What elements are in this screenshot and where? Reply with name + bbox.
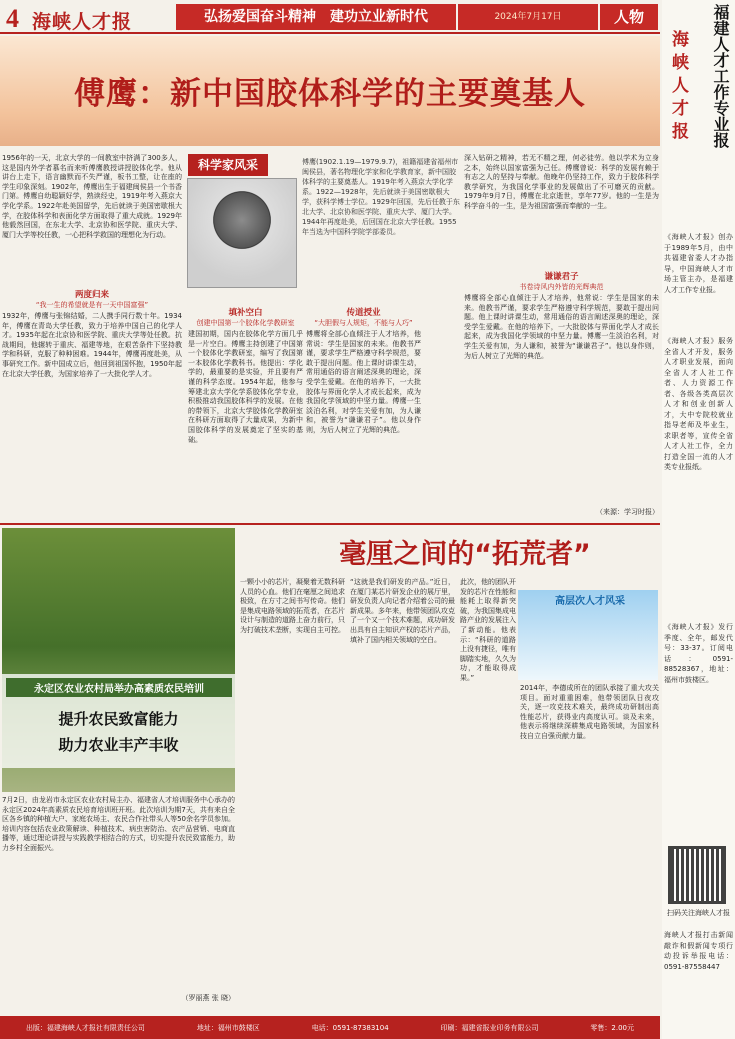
subhead-3: 传道授业 [346,308,381,318]
lead-col-3-intro [188,292,298,302]
section-divider [0,523,660,525]
header-slogan: 弘扬爱国奋斗精神 建功立业新时代 [176,4,456,30]
subhead-4b: 书卷诗风内外皆的光辉典范 [519,283,604,291]
lead-headline: 傅鹰：新中国胶体科学的主要奠基人 [74,76,586,112]
subhead-2b: 创建中国第一个胶体化学教研室 [196,319,295,327]
subhead-3b: “大胆假与人规矩，不能与人巧” [314,319,413,327]
subhead-1b: “我一生的希望就是有一天中国富强” [35,301,149,309]
lead-col-5: 深入钻研之精神，若无不精之理，何必徒劳。他以学术为立身之本，始终以国家富强为己任。傅鹰曾说：科学的发展有赖于有志之人的坚持与奉献。他晚年仍坚持工作，致力于胶体科学教学研究，为我国化学事业的发展做出了不可磨灭的贡献。1979年9月7日，傅鹰在北京逝世，享年77岁。他的一生是为科学奋斗的一生，是为祖国富强而奉献的一生。 [464,154,659,210]
sidebar-text-4: 海峡人才报打击新闻敲诈和假新闻专项行动投诉举报电话：0591-87558447 [664,931,733,971]
qr-code-image [668,846,726,904]
lead-col-6: 傅鹰将全部心血倾注于人才培养，他常说：学生是国家的未来。他教书严谨，要求学生严格遵守科学规范，要敢于提出问题。他上课时讲课生动，常用通俗的语言阐述深奥的理论，深受学生爱戴。在他的培养下，一大批胶体与界面化学人才成长起来，成为我国化学领域的中坚力量。傅鹰一生淡泊名利，对学生关爱有加，为人谦和，被誉为“谦谦君子”。他以身作则，为后人树立了光辉的典范。 [464,294,659,360]
sidebar-text-2: 《海峡人才报》服务全省人才开发，服务人才职业发展，面向全省人才人社工作者、人力资源工作者、各级各类高层次人才和创业创新人才，大中专院校就业指导老师及毕业生，求职者等，宣传全省人才人社工作，全力打造全国一流的人才类专业报纸。 [664,337,733,471]
page-number: 4 [6,4,19,33]
sidebar-text-3: 《海峡人才报》发行季度、全年，邮发代号：33-37。订阅电话：0591-88528367，地址：福州市鼓楼区。 [664,623,733,684]
bio-text: 傅鹰(1902.1.19—1979.9.7)，祖籍福建省福州市闽侯县，著名物理化学家和化学教育家，新中国胶体科学的主要奠基人。1919年考入燕京大学化学系。1922—1928年，先后就读于美国密歇根大学，获科学博士学位。1929年回国，先后任教于东北大学、北京协和医学院、重庆大学、厦门大学。1944年再度赴美，后回国在北京大学任教。1955年当选为中国科学院学部委员。 [302,158,460,236]
story3-headline: 毫厘之间的“拓荒者” [339,539,591,570]
story3-col-4: 2014年，李德成所在的团队承接了重大攻关项目。面对重重困难，他带领团队日夜攻关，逐一攻克技术难关，最终成功研制出高性能芯片，获得业内高度认可。谈及未来，他表示将继续深耕集成电路领域，为国家科技自立自强贡献力量。 [520,684,659,740]
lead-col-2: 1932年，傅鹰与张锦结婚，二人携手同行数十年。1934年，傅鹰在青岛大学任教，致力于培养中国自己的化学人才。1935年起在北京协和医学院、重庆大学等处任教。抗战期间，他辗转于重庆、福建等地，在艰苦条件下坚持教学和科研，克服了种种困难。1944年，傅鹰再度赴美，从事研究工作。新中国成立后，他回到祖国怀抱，1950年起在北京大学任教，为国家培养了一大批化学人才。 [2,312,182,378]
column-label: 科学家风采 [188,154,268,176]
sidebar-title: 福建人才工作专业报 [711,4,730,148]
masthead-brand: 海峡人才报 [32,11,133,33]
footer-printer: 印刷：福建省报业印务有限公司 [440,1023,539,1032]
story2-headline-1: 提升农民致富能力 [58,710,179,728]
header-date: 2024年7月17日 [458,4,598,30]
qr-caption: 扫码关注海峡人才报 [667,909,730,917]
story3-col-2: “这就是我们研发的产品。”近日，在厦门某芯片研发企业的展厅里，研发负责人向记者介绍着公司的最新成果。多年来，他带领团队攻克了一个又一个技术难题，成功研发出具有自主知识产权的芯片产品，填补了国内相关领域的空白。 [350,578,455,644]
feature-badge-text: 高层次人才风采 [555,596,625,607]
page-footer [0,1016,660,1039]
lead-col-1: 1956年的一天，北京大学的一间教室中挤满了300多人，这是国内外学者慕名而来听傅鹰教授讲授胶体化学。他从讲台上走下，语言幽默而不失严谨，板书工整，让在座的学生印象深刻。1902年，傅鹰出生于福建闽侯县一个书香门第。傅鹰自幼聪颖好学，熟读经史，1919年考入燕京大学化学系。1922年赴美国留学，先后就读于美国密歇根大学，在胶体科学和表面化学方面取得了重大成就。1929年他毅然回国，在东北大学、北京协和医学院、重庆大学、厦门大学等校任教，一心把科学救国的理想化为行动。 [2,154,182,239]
story2-body: 7月2日，由龙岩市永定区农业农村局主办、福建省人才培训服务中心承办的永定区2024年高素质农民培育培训班开班。此次培训为期7天，共有来自全区各乡镇的种植大户、家庭农场主、农民合作社带头人等50余名学员参加。培训内容包括农业政策解读、种植技术、病虫害防治、农产品营销、电商直播等，通过理论讲授与实践教学相结合的方式，切实提升农民致富能力，助力乡村全面振兴。 [2,796,235,852]
footer-address: 地址：福州市鼓楼区 [196,1023,260,1032]
source-note: （来源：学习时报） [596,508,659,516]
footer-price: 零售：2.00元 [590,1023,635,1032]
lead-col-4: 傅鹰将全部心血倾注于人才培养，他常说：学生是国家的未来。他教书严谨，要求学生严格遵守科学规范，要敢于提出问题。他上课时讲课生动，常用通俗的语言阐述深奥的理论，深受学生爱戴。在他的培养下，一大批胶体与界面化学人才成长起来，成为我国化学领域的中坚力量。傅鹰一生淡泊名利，对学生关爱有加，为人谦和，被誉为“谦谦君子”。他以身作则，为后人树立了光辉的典范。 [306,330,421,434]
story2-headline-2: 助力农业丰产丰收 [58,736,179,754]
footer-publisher: 出版：福建海峡人才报社有限责任公司 [25,1023,145,1032]
photo-caption: 永定区农业农村局举办高素质农民培训 [6,678,232,697]
portrait-image [187,178,297,288]
story3-col-3: 此次，他的团队开发的芯片在性能和能耗上取得新突破，为我国集成电路产业的发展注入了新动能。他表示：“科研的道路上没有捷径，唯有脚踏实地，久久为功，才能取得成果。” [460,578,516,682]
story3-col-1: 一颗小小的芯片，凝聚着无数科研人员的心血。他们在毫厘之间追求极致，在方寸之间书写传奇。他们是集成电路领域的拓荒者，在芯片设计与制造的道路上奋力前行，只为打破技术垄断，实现自主可控。 [240,578,345,634]
footer-phone: 电话：0591-87383104 [311,1023,389,1032]
sidebar-text-1: 《海峡人才报》创办于1989年5月，由中共福建省委人才办指导，中国海峡人才市场主管主办，是福建人才工作专业报。 [664,233,733,294]
subhead-4: 谦谦君子 [544,272,579,282]
sidebar-logo: 海峡人才报 [668,30,688,145]
photo-credit: （罗丽燕 张 晓） [181,994,235,1002]
subhead-2: 填补空白 [228,308,263,318]
section-tag: 人物 [600,4,658,30]
lead-col-3: 建国初期，国内在胶体化学方面几乎是一片空白。傅鹰主持创建了中国第一个胶体化学教研室，编写了我国第一本胶体化学教科书。他提出：学化学的，最重要的是实验，并且要有严谨的科学态度。1954年起，他参与筹建北京大学化学系胶体化学专业，积极推动我国胶体科学的发展。在他的带领下，北京大学胶体化学教研室在科研方面取得了大量成果，为新中国胶体科学的发展奠定了坚实的基础。 [188,330,303,444]
subhead-1: 两度归来 [74,290,109,300]
